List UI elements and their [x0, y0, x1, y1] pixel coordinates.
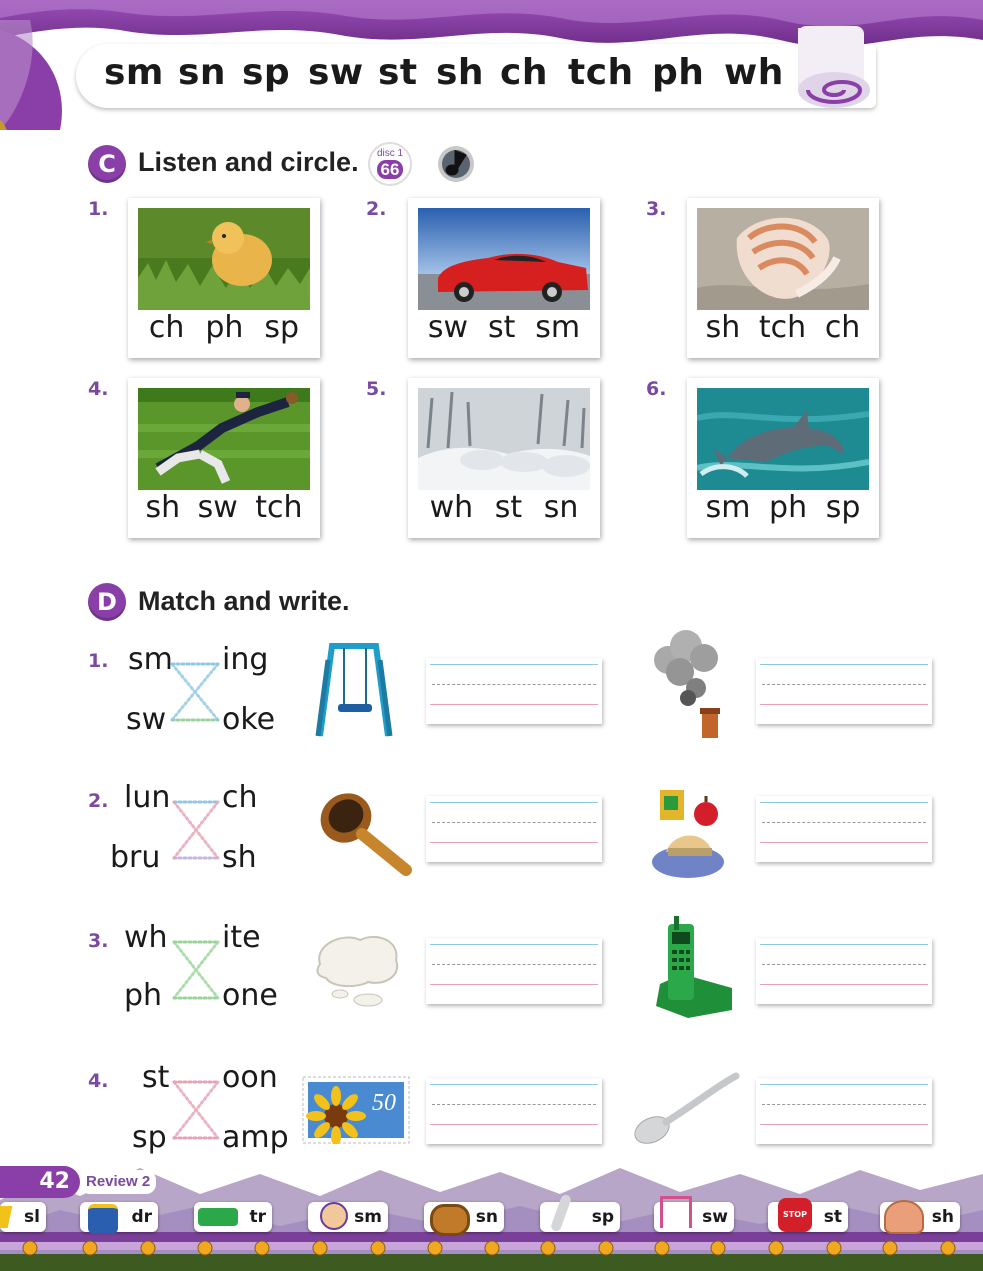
option-choice[interactable]: sm: [535, 310, 581, 345]
answer-options: [687, 490, 879, 525]
option-choice[interactable]: tch: [758, 310, 807, 345]
dolphin-photo: [697, 388, 869, 490]
word-end: ite: [222, 920, 261, 955]
section-d-title: Match and write.: [138, 586, 350, 616]
word-start: wh: [124, 920, 168, 955]
chick-photo: [138, 208, 310, 310]
item-number: 6.: [646, 378, 667, 400]
brush-icon: [316, 786, 414, 876]
option-choice[interactable]: wh: [429, 490, 474, 525]
option-choice[interactable]: tch: [255, 490, 303, 525]
row-number: 1.: [88, 650, 109, 672]
stop-sign-icon: STOP: [778, 1198, 812, 1232]
blend-label: wh: [724, 52, 784, 93]
sports-car-photo: [418, 208, 590, 310]
blend-label: tch: [568, 52, 634, 93]
match-dotted-lines: [168, 660, 222, 724]
option-choice[interactable]: ch: [824, 310, 861, 345]
train-car-label: tr: [249, 1207, 266, 1227]
answer-card: [687, 378, 879, 538]
option-choice[interactable]: st: [494, 490, 523, 525]
word-start: sp: [132, 1120, 167, 1155]
word-end: amp: [222, 1120, 289, 1155]
match-dotted-lines: [170, 798, 222, 862]
baseball-catch-photo: [138, 388, 310, 490]
swing-icon: [314, 640, 394, 738]
option-choice[interactable]: sw: [197, 490, 238, 525]
word-end: sh: [222, 840, 257, 875]
smoke-icon: [650, 628, 722, 740]
track-number: 66: [377, 160, 404, 179]
write-answer-box[interactable]: [756, 938, 932, 1004]
write-answer-box[interactable]: [426, 1078, 602, 1144]
option-choice[interactable]: sn: [543, 490, 579, 525]
train-car-label: sl: [24, 1207, 40, 1227]
swing-icon: [660, 1196, 692, 1228]
train-car-chip: [0, 1202, 46, 1232]
option-choice[interactable]: ph: [769, 490, 808, 525]
blend-label: sm: [104, 52, 164, 93]
option-choice[interactable]: st: [487, 310, 516, 345]
train-car-chip: [768, 1202, 848, 1232]
option-choice[interactable]: sp: [264, 310, 300, 345]
word-start: sm: [128, 642, 173, 677]
write-answer-box[interactable]: [756, 796, 932, 862]
item-number: 4.: [88, 378, 109, 400]
train-car-label: dr: [131, 1207, 152, 1227]
blend-label: sw: [308, 52, 364, 93]
answer-card: [687, 198, 879, 358]
seashell-photo: [697, 208, 869, 310]
option-choice[interactable]: sw: [427, 310, 469, 345]
word-end: oon: [222, 1060, 278, 1095]
option-choice[interactable]: sm: [705, 490, 751, 525]
train-car-label: sn: [475, 1207, 498, 1227]
answer-options: [687, 310, 879, 345]
audio-disc-badge[interactable]: [368, 142, 412, 186]
row-number: 3.: [88, 930, 109, 952]
blend-list: [104, 52, 784, 93]
match-dotted-lines: [170, 1078, 222, 1142]
option-choice[interactable]: ph: [205, 310, 244, 345]
snake-icon: [430, 1204, 470, 1236]
item-number: 1.: [88, 198, 109, 220]
train-car-chip: [424, 1202, 504, 1232]
answer-options: [128, 490, 320, 525]
option-choice[interactable]: sp: [825, 490, 861, 525]
item-number: 2.: [366, 198, 387, 220]
word-start: lun: [124, 780, 171, 815]
write-answer-box[interactable]: [426, 796, 602, 862]
disc-label: disc 1: [376, 148, 404, 159]
truck-icon: [198, 1208, 238, 1226]
section-label: Review 2: [80, 1170, 156, 1194]
blend-label: ph: [652, 52, 705, 93]
answer-card: [128, 198, 320, 358]
option-choice[interactable]: ch: [148, 310, 185, 345]
match-dotted-lines: [170, 938, 222, 1002]
snowy-cars-photo: [418, 388, 590, 490]
section-c-badge: C: [88, 145, 126, 183]
train-car-chip: [308, 1202, 388, 1232]
answer-card: [408, 198, 600, 358]
word-end: oke: [222, 702, 276, 737]
answer-options: [408, 310, 600, 345]
smile-icon: [320, 1202, 348, 1230]
white-cloud-icon: [314, 930, 402, 1010]
scroll-roll-icon: [788, 18, 878, 110]
answer-options: [128, 310, 320, 345]
phone-icon: [652, 914, 734, 1020]
page-number: 42: [0, 1166, 80, 1198]
stamp-icon: [302, 1076, 410, 1144]
drum-icon: [88, 1204, 118, 1234]
word-end: ch: [222, 780, 258, 815]
row-number: 4.: [88, 1070, 109, 1092]
train-car-chip: [654, 1202, 734, 1232]
blend-label: sh: [436, 52, 485, 93]
shell-icon: [884, 1200, 924, 1234]
word-start: ph: [124, 978, 163, 1013]
word-start: bru: [110, 840, 161, 875]
option-choice[interactable]: sh: [705, 310, 741, 345]
blend-label: ch: [500, 52, 548, 93]
item-number: 3.: [646, 198, 667, 220]
train-car-label: sw: [702, 1207, 728, 1227]
word-start: st: [142, 1060, 170, 1095]
section-c-title: Listen and circle.: [138, 147, 359, 177]
answer-options: [408, 490, 600, 525]
train-car-label: sm: [354, 1207, 382, 1227]
blend-label: sn: [178, 52, 227, 93]
write-answer-box[interactable]: [426, 658, 602, 724]
item-number: 5.: [366, 378, 387, 400]
answer-card: [128, 378, 320, 538]
train-car-chip: [194, 1202, 272, 1232]
train-car-chip: [540, 1202, 620, 1232]
option-choice[interactable]: sh: [145, 490, 181, 525]
train-car-chip: [880, 1202, 960, 1232]
blend-label: st: [378, 52, 418, 93]
train-car-label: sh: [931, 1207, 954, 1227]
train-car-label: sp: [591, 1207, 614, 1227]
write-answer-box[interactable]: [756, 1078, 932, 1144]
word-end: ing: [222, 642, 269, 677]
word-start: sw: [126, 702, 167, 737]
write-answer-box[interactable]: [426, 938, 602, 1004]
answer-card: [408, 378, 600, 538]
spoon-icon: [632, 1070, 740, 1150]
section-d-badge: D: [88, 583, 126, 621]
train-car-chip: [80, 1202, 158, 1232]
lunch-icon: [650, 786, 726, 882]
row-number: 2.: [88, 790, 109, 812]
blend-label: sp: [242, 52, 291, 93]
write-answer-box[interactable]: [756, 658, 932, 724]
word-end: one: [222, 978, 278, 1013]
sled-icon: [0, 1206, 12, 1228]
train-car-label: st: [823, 1207, 842, 1227]
music-note-icon[interactable]: [434, 140, 478, 184]
stamp-value: 50: [372, 1090, 396, 1116]
